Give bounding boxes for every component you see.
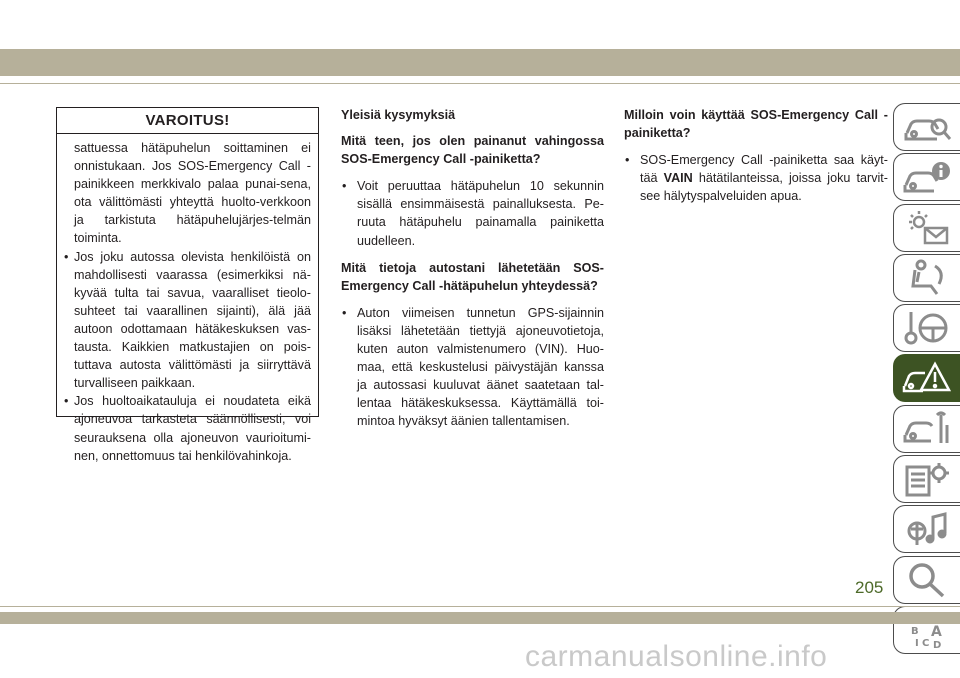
answer-1: • Voit peruuttaa hätäpuhelun 10 sekunnin sisällä ensimmäisestä painalluksesta. Pe-ruuta hätäpuhelu painamalla painiketta uudelleen. xyxy=(341,177,604,249)
page-number: 205 xyxy=(855,578,884,597)
search-icon xyxy=(901,560,953,600)
answer-3-post: hätätilanteissa, joissa joku tarvit-see hälytyspalveluiden apua. xyxy=(640,171,889,204)
car-wrench-icon xyxy=(901,409,953,449)
bottom-band xyxy=(0,612,960,624)
tab-warning-lights[interactable] xyxy=(893,204,960,252)
svg-text:I: I xyxy=(915,637,919,649)
faq-column xyxy=(341,106,604,440)
top-band xyxy=(0,49,960,76)
faq-heading: Yleisiä kysymyksiä xyxy=(341,108,456,122)
tab-car-hazard[interactable] xyxy=(893,354,960,402)
tab-music-location[interactable] xyxy=(893,505,960,553)
chapter-tabs xyxy=(893,103,960,656)
top-rule xyxy=(0,83,960,84)
music-location-icon xyxy=(901,509,953,549)
tab-seat-airbag[interactable] xyxy=(893,254,960,302)
seat-airbag-icon xyxy=(901,258,953,298)
warning-box xyxy=(56,107,319,463)
question-1: Mitä teen, jos olen painanut vahingossa SOS-Emergency Call -painiketta? xyxy=(341,134,604,167)
question-3: Milloin voin käyttää SOS-Emergency Call -painiketta? xyxy=(624,108,888,141)
svg-text:A: A xyxy=(931,623,942,640)
tab-car-info[interactable] xyxy=(893,153,960,201)
specs-gear-icon xyxy=(901,459,953,499)
answer-3-bold: VAIN xyxy=(663,171,693,186)
warning-intro: sattuessa hätäpuhelun soittaminen ei onnistukaan. Jos SOS-Emergency Call -painikkeen merkkivalo palaa punai-sena, ota välittömästi yhteyttä huolto-verkkoon ja tarkistuta hätäpuhelujärjes-telmän toiminta. xyxy=(74,141,311,246)
warning-list xyxy=(64,248,311,465)
tab-car-wrench[interactable] xyxy=(893,405,960,453)
car-info-icon xyxy=(901,157,953,197)
answer-3-pre: SOS-Emergency Call -painiketta saa käyt-tää xyxy=(640,153,888,186)
key-steering-wheel-icon xyxy=(901,308,953,348)
tab-search[interactable] xyxy=(893,556,960,604)
warning-lights-message-icon xyxy=(901,208,953,248)
tab-key-steering[interactable] xyxy=(893,304,960,352)
svg-text:B: B xyxy=(911,625,919,637)
question-2: Mitä tietoja autostani lähetetään SOS-Emergency Call -hätäpuhelun yhteydessä? xyxy=(341,260,604,293)
car-hazard-icon xyxy=(901,358,953,398)
warning-body xyxy=(57,134,318,465)
bottom-rule xyxy=(0,606,960,607)
warning-title: VAROITUS! xyxy=(57,108,318,134)
watermark: carmanualsonline.info xyxy=(525,640,828,673)
answer-2: • Auton viimeisen tunnetun GPS-sijainnin lisäksi lähetetään tiettyjä ajoneuvotietoja, kuten auton valmistenumero (VIN). Huo-maa, että keskustelusi päivystäjän kanssa ja autossasi kuuluvat äänet saatetaan tal-lentaa hätäkeskuksessa. Käyttämällä toi-mintoa hyväksyt äänien tallentamisen. xyxy=(341,304,604,431)
tab-car-magnifier[interactable] xyxy=(893,103,960,151)
faq-column-right xyxy=(624,106,888,214)
svg-text:C: C xyxy=(922,637,930,649)
warning-item: • Jos huoltoaikatauluja ei noudateta eikä ajoneuvoa tarkasteta säännöllisesti, voi seurauksena olla ajoneuvon vaurioitumi-nen, onnettomuus tai henkilövahinkoja. xyxy=(64,392,311,464)
car-magnifier-icon xyxy=(901,107,953,147)
answer-3 xyxy=(624,151,888,205)
svg-text:D: D xyxy=(933,639,942,650)
tab-specs-gear[interactable] xyxy=(893,455,960,503)
warning-item: • Jos joku autossa olevista henkilöistä on mahdollisesti vaarassa (esimerkiksi nä-kyvää tulta tai savua, vaaralliset tieolo-suhteet tai vaarallinen sijainti), älä jää autoon odottamaan hätäkeskuksen vas-tausta. Kaikkien matkustajien on pois-tuttava autosta välittömästi ja siirryttävä turvalliseen paikkaan. xyxy=(64,248,311,393)
